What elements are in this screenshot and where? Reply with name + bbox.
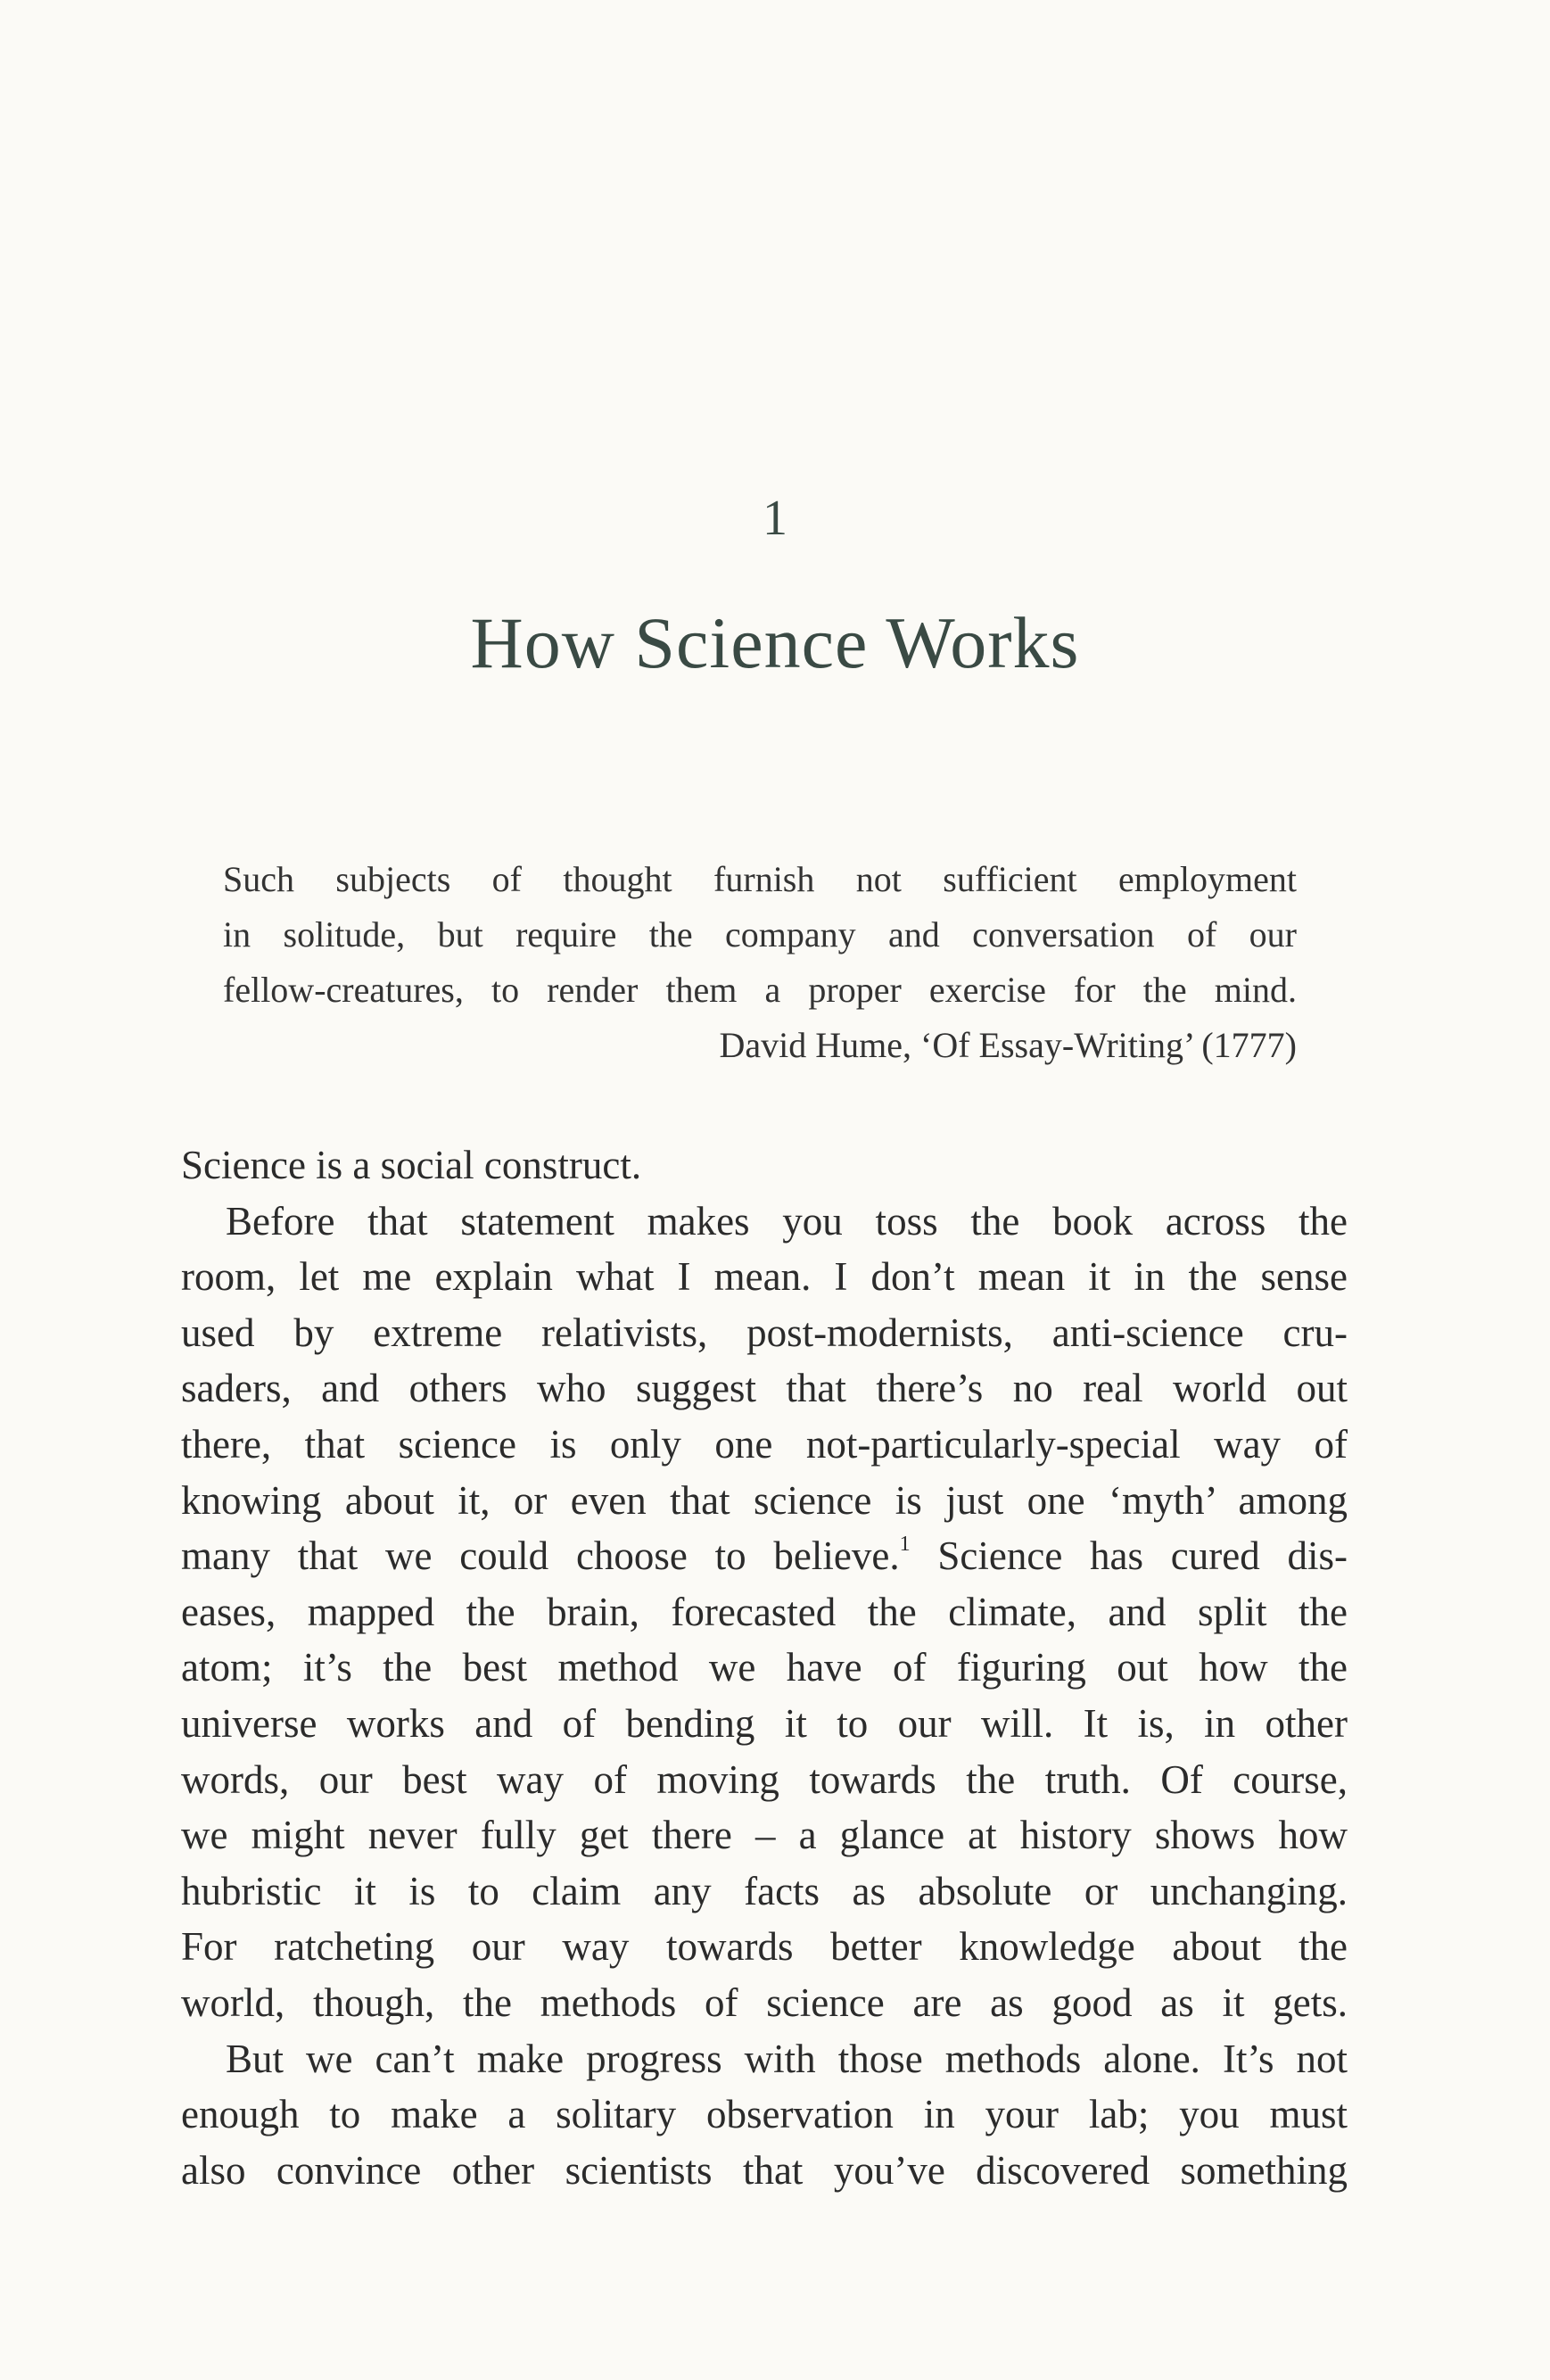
body-line-with-footnote [181, 1528, 1348, 1584]
epigraph-line: Such subjects of thought furnish not sufficient employment [223, 859, 1297, 899]
body-line: Before that statement makes you toss the book across the [226, 1198, 1348, 1244]
body-text [181, 1137, 1348, 2198]
epigraph-line: in solitude, but require the company and conversation of our [223, 914, 1297, 954]
chapter-number: 1 [763, 491, 787, 546]
body-line: universe works and of bending it to our will. It is, in other [181, 1700, 1348, 1746]
body-line: atom; it’s the best method we have of figuring out how the [181, 1645, 1348, 1690]
epigraph-line: fellow-creatures, to render them a proper exercise for the mind. [223, 970, 1297, 1010]
body-line-continuation: Science has cured dis- [910, 1533, 1348, 1579]
epigraph-attribution: David Hume, ‘Of Essay-Writing’ (1777) [719, 1025, 1297, 1065]
body-line: But we can’t make progress with those methods alone. It’s not [226, 2036, 1348, 2081]
body-line: also convince other scientists that you’ve discovered something [181, 2147, 1348, 2193]
footnote-marker[interactable]: 1 [899, 1533, 911, 1557]
body-line: room, let me explain what I mean. I don’t mean it in the sense [181, 1254, 1348, 1300]
body-line: used by extreme relativists, post-modernists, anti-science cru- [181, 1310, 1348, 1355]
body-line: hubristic it is to claim any facts as absolute or unchanging. [181, 1868, 1348, 1913]
body-line: words, our best way of moving towards the truth. Of course, [181, 1756, 1348, 1802]
body-line-text: many that we could choose to believe. [181, 1533, 900, 1579]
body-line: world, though, the methods of science are as good as it gets. [181, 1979, 1348, 2025]
body-line: enough to make a solitary observation in your lab; you must [181, 2092, 1348, 2137]
body-line: For ratcheting our way towards better knowledge about the [181, 1924, 1348, 1970]
body-line: knowing about it, or even that science is just one ‘myth’ among [181, 1477, 1348, 1523]
body-line: saders, and others who suggest that there’s no real world out [181, 1366, 1348, 1411]
chapter-title: How Science Works [470, 602, 1080, 683]
body-line: Science is a social construct. [181, 1143, 642, 1187]
epigraph [223, 852, 1297, 1073]
body-line: we might never fully get there – a glance at history shows how [181, 1813, 1348, 1858]
body-line: there, that science is only one not-particularly-special way of [181, 1421, 1348, 1467]
body-line: eases, mapped the brain, forecasted the climate, and split the [181, 1589, 1348, 1634]
